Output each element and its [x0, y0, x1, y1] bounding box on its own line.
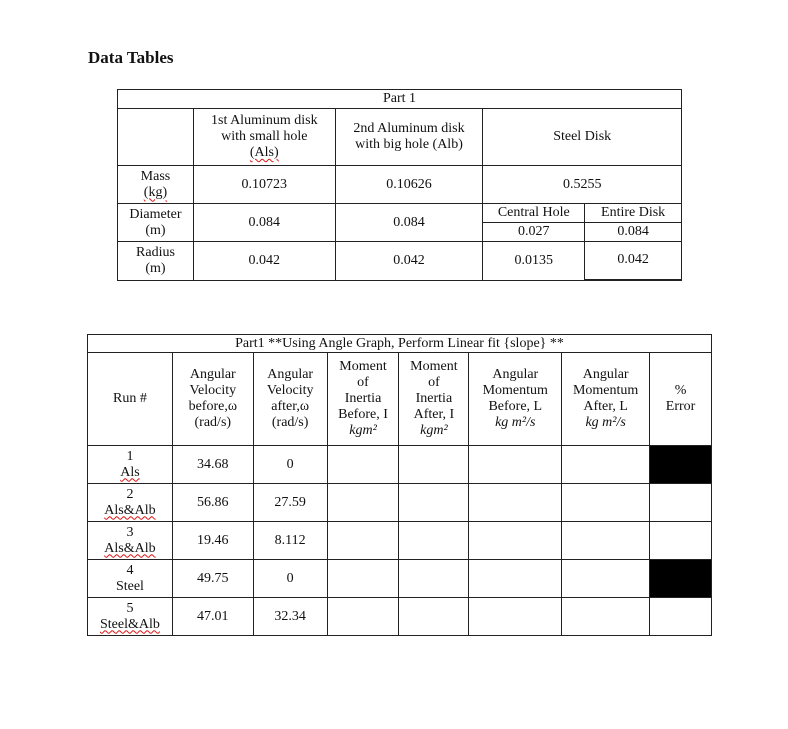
- angular-velocity-after-value: 8.112: [253, 522, 327, 560]
- header-angular-velocity-before: [172, 353, 253, 446]
- hdr-ama-3: After, L: [583, 399, 628, 414]
- run-number: 2: [126, 486, 134, 502]
- hdr-amb-2: Momentum: [482, 383, 548, 398]
- table-row: [88, 598, 712, 636]
- row-label-mass: [118, 166, 194, 204]
- run-name: Als&Alb: [104, 540, 156, 556]
- radius-steel-subtable: [483, 242, 681, 280]
- hdr-ava-4: (rad/s): [271, 415, 309, 430]
- run-number: 3: [126, 524, 134, 540]
- hdr-ava-2: Velocity: [266, 383, 314, 398]
- error-blacked-out-cell: [650, 446, 712, 484]
- hdr-ama-4: kg m²/s: [585, 415, 626, 430]
- hdr-ava-3: after,ω: [271, 399, 310, 414]
- angular-velocity-after-value: 0: [253, 560, 327, 598]
- run-cell: [88, 560, 173, 598]
- hdr-mib-3: Inertia: [344, 391, 382, 406]
- error-blacked-out-cell: [650, 560, 712, 598]
- hdr-mia-5: kgm²: [420, 423, 448, 438]
- header-angular-momentum-before: [469, 353, 562, 446]
- table-row: [88, 446, 712, 484]
- empty-cell: [650, 484, 712, 522]
- run-number: 5: [126, 600, 134, 616]
- part1-momentum-table: [87, 334, 712, 636]
- hdr-mia-1: Moment: [410, 359, 458, 374]
- table-row: [88, 560, 712, 598]
- mass-steel: 0.5255: [483, 166, 682, 204]
- hdr-err-1: %: [674, 383, 687, 398]
- empty-cell: [399, 446, 469, 484]
- run-number: 1: [126, 448, 134, 464]
- col-header-als-line3: (Als): [249, 145, 279, 160]
- radius-alb: 0.042: [335, 242, 483, 281]
- angular-velocity-after-value: 32.34: [253, 598, 327, 636]
- steel-subheader-entire-disk: Entire Disk: [585, 204, 681, 222]
- angular-velocity-before-value: 47.01: [172, 598, 253, 636]
- hdr-mia-4: After, I: [413, 407, 455, 422]
- empty-cell: [469, 560, 562, 598]
- table1-title: Part 1: [118, 90, 682, 109]
- empty-cell: [562, 484, 650, 522]
- radius-steel-central: 0.0135: [514, 252, 554, 268]
- header-angular-velocity-after: [253, 353, 327, 446]
- run-number: 4: [126, 562, 134, 578]
- col-header-alb: [335, 109, 483, 166]
- empty-cell: [562, 446, 650, 484]
- col-header-alb-line1: 2nd Aluminum disk: [353, 121, 465, 136]
- table2-title: Part1 **Using Angle Graph, Perform Linear fit {slope} **: [88, 335, 712, 353]
- angular-velocity-before-value: 56.86: [172, 484, 253, 522]
- empty-cell: [650, 522, 712, 560]
- row-label-diameter: [118, 204, 194, 242]
- empty-cell: [650, 598, 712, 636]
- run-cell: [88, 598, 173, 636]
- empty-cell: [399, 484, 469, 522]
- angular-velocity-before-value: 19.46: [172, 522, 253, 560]
- header-angular-momentum-after: [562, 353, 650, 446]
- header-moment-inertia-before: [327, 353, 399, 446]
- col-header-als: [193, 109, 335, 166]
- angular-velocity-after-value: 0: [253, 446, 327, 484]
- hdr-mib-5: kgm²: [349, 423, 377, 438]
- hdr-ama-2: Momentum: [572, 383, 639, 398]
- row-label-radius-line2: (m): [145, 260, 166, 276]
- row-label-mass-line2: (kg): [143, 184, 168, 200]
- hdr-avb-4: (rad/s): [194, 415, 232, 430]
- empty-cell: [562, 560, 650, 598]
- angular-velocity-before-value: 34.68: [172, 446, 253, 484]
- empty-cell: [399, 560, 469, 598]
- hdr-amb-3: Before, L: [488, 399, 543, 414]
- mass-als: 0.10723: [193, 166, 335, 204]
- diameter-steel-central: 0.027: [518, 223, 550, 239]
- hdr-ava-1: Angular: [267, 367, 314, 382]
- header-run: Run #: [88, 353, 173, 446]
- col-header-als-line1: 1st Aluminum disk: [211, 113, 318, 128]
- run-name: Steel&Alb: [99, 616, 160, 632]
- empty-cell: [562, 598, 650, 636]
- hdr-avb-2: Velocity: [189, 383, 237, 398]
- empty-cell: [399, 598, 469, 636]
- run-cell: [88, 484, 173, 522]
- col-header-steel: Steel Disk: [483, 109, 682, 166]
- page-heading: Data Tables: [88, 48, 174, 67]
- run-cell: [88, 446, 173, 484]
- hdr-err-2: Error: [665, 399, 696, 414]
- steel-subheader-central-hole: Central Hole: [483, 204, 584, 222]
- run-name: Als&Alb: [104, 502, 156, 518]
- row-label-radius: [118, 242, 194, 281]
- row-label-mass-line1: Mass: [140, 168, 171, 184]
- angular-velocity-before-value: 49.75: [172, 560, 253, 598]
- diameter-als: 0.084: [193, 204, 335, 242]
- empty-cell: [327, 598, 399, 636]
- angular-velocity-after-value: 27.59: [253, 484, 327, 522]
- hdr-avb-1: Angular: [189, 367, 236, 382]
- diameter-steel-subtable: [483, 204, 681, 241]
- diameter-steel-cell: [483, 204, 682, 242]
- radius-als: 0.042: [193, 242, 335, 281]
- row-label-diameter-line2: (m): [145, 222, 166, 238]
- radius-steel-cell: [483, 242, 682, 281]
- mass-alb: 0.10626: [335, 166, 483, 204]
- hdr-mib-2: of: [357, 375, 369, 390]
- hdr-amb-1: Angular: [492, 367, 539, 382]
- table-row: [88, 522, 712, 560]
- hdr-mia-2: of: [428, 375, 440, 390]
- run-cell: [88, 522, 173, 560]
- empty-cell: [469, 446, 562, 484]
- hdr-avb-3: before,ω: [188, 399, 238, 414]
- col-header-alb-line2: with big hole (Alb): [355, 137, 463, 152]
- diameter-alb: 0.084: [335, 204, 483, 242]
- row-label-radius-line1: Radius: [136, 244, 175, 260]
- header-percent-error: [650, 353, 712, 446]
- part1-properties-table: [117, 89, 682, 281]
- row-label-diameter-line1: Diameter: [129, 206, 182, 222]
- hdr-amb-4: kg m²/s: [495, 415, 536, 430]
- empty-cell: [327, 522, 399, 560]
- empty-cell: [562, 522, 650, 560]
- table-row: [88, 484, 712, 522]
- empty-cell: [327, 446, 399, 484]
- empty-cell: [469, 484, 562, 522]
- radius-steel-entire: 0.042: [585, 242, 681, 279]
- col-header-als-line2: with small hole: [221, 129, 308, 144]
- hdr-ama-1: Angular: [582, 367, 629, 382]
- table1-corner-cell: [118, 109, 194, 166]
- empty-cell: [327, 484, 399, 522]
- run-name: Steel: [115, 578, 144, 594]
- hdr-mia-3: Inertia: [415, 391, 453, 406]
- run-name: Als: [120, 464, 140, 480]
- empty-cell: [327, 560, 399, 598]
- empty-cell: [469, 522, 562, 560]
- empty-cell: [469, 598, 562, 636]
- empty-cell: [399, 522, 469, 560]
- hdr-mib-4: Before, I: [338, 407, 388, 422]
- header-moment-inertia-after: [399, 353, 469, 446]
- diameter-steel-entire: 0.084: [585, 222, 681, 241]
- hdr-mib-1: Moment: [339, 359, 387, 374]
